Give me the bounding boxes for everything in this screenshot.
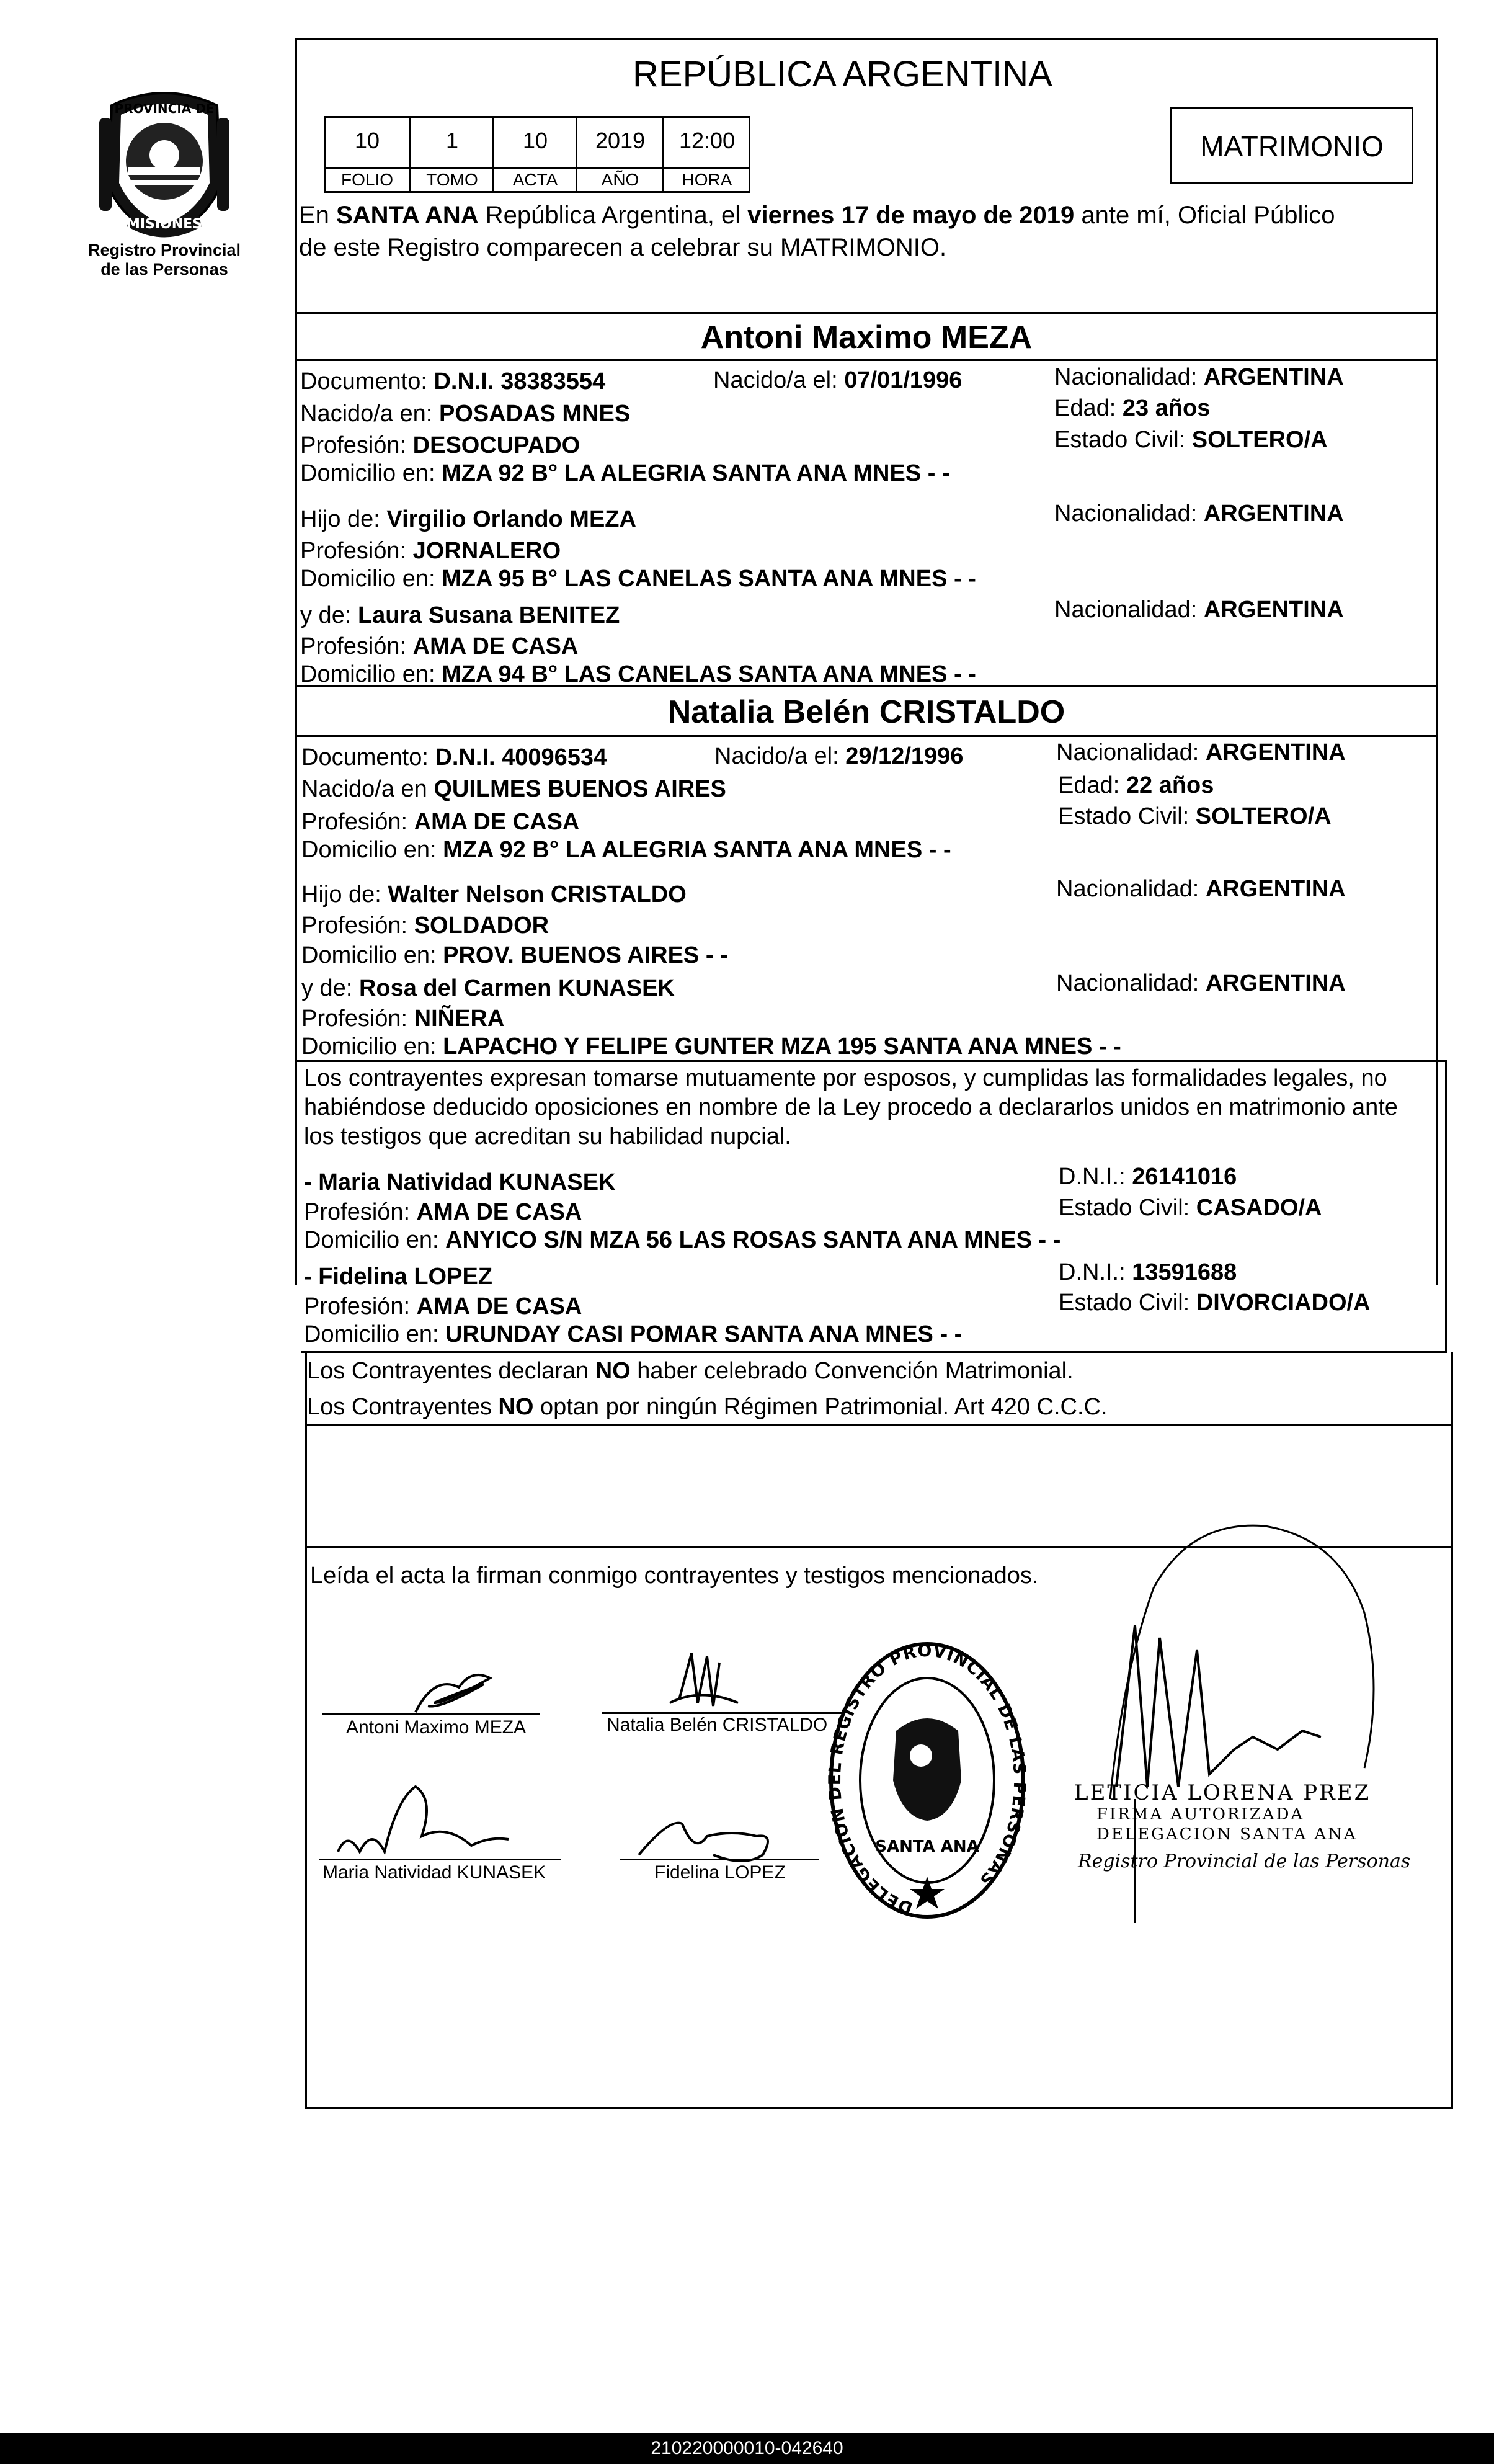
spouse2-born-on: Nacido/a el: 29/12/1996 (714, 743, 964, 769)
spouse2-name: Natalia Belén CRISTALDO (667, 694, 1065, 730)
spouse2-father-nationality: Nacionalidad: ARGENTINA (1056, 876, 1346, 902)
spouse1-mother-address: Domicilio en: MZA 94 B° LAS CANELAS SANTA ANA MNES - - (300, 661, 976, 687)
spouse1-age: Edad: 23 años (1054, 395, 1211, 421)
document-id: 210220000010-042640 (651, 2438, 843, 2458)
spouse2-mother-profession: Profesión: NIÑERA (301, 1006, 505, 1032)
spouse2-signature-name: Natalia Belén CRISTALDO (607, 1715, 828, 1735)
witness1-civil-status: Estado Civil: CASADO/A (1059, 1195, 1322, 1221)
official-delegation: DELEGACION SANTA ANA (1096, 1825, 1358, 1844)
spouse1-signature-line (322, 1713, 540, 1715)
spouse2-mother-address: Domicilio en: LAPACHO Y FELIPE GUNTER MZA 195 SANTA ANA MNES - - (301, 1033, 1121, 1060)
svg-text:PROVINCIA DE: PROVINCIA DE (114, 101, 215, 116)
tomo-label: TOMO (426, 170, 478, 189)
folio-value: 10 (354, 128, 380, 153)
spouse1-mother: y de: Laura Susana BENITEZ (300, 602, 620, 628)
witness1-name: - Maria Natividad KUNASEK (304, 1169, 616, 1195)
spouse1-father-address: Domicilio en: MZA 95 B° LAS CANELAS SANTA ANA MNES - - (300, 566, 976, 592)
declaration-line-2: habiéndose deducido oposiciones en nombre de la Ley procedo a declararlos unidos en matrimonio ante (304, 1094, 1398, 1120)
spouse1-born-on: Nacido/a el: 07/01/1996 (713, 367, 963, 393)
spouse2-mother: y de: Rosa del Carmen KUNASEK (301, 975, 675, 1001)
witness2-profession: Profesión: AMA DE CASA (304, 1293, 582, 1319)
svg-text:MISIONES: MISIONES (126, 216, 203, 232)
spouse2-mother-nationality: Nacionalidad: ARGENTINA (1056, 970, 1346, 996)
spouse2-signature-line (602, 1712, 843, 1714)
hora-label: HORA (682, 170, 732, 189)
intro-line-1: En SANTA ANA República Argentina, el viernes 17 de mayo de 2019 ante mí, Oficial Público (299, 202, 1335, 229)
seal-stamp-icon (828, 1638, 1026, 1923)
witness2-civil-status: Estado Civil: DIVORCIADO/A (1059, 1290, 1371, 1316)
intro-line-2: de este Registro comparecen a celebrar su MATRIMONIO. (299, 234, 947, 261)
spouse2-father: Hijo de: Walter Nelson CRISTALDO (301, 882, 687, 908)
acta-label: ACTA (512, 170, 558, 189)
spouse2-father-profession: Profesión: SOLDADOR (301, 913, 549, 939)
spouse1-civil-status: Estado Civil: SOLTERO/A (1054, 427, 1328, 453)
spouse2-father-address: Domicilio en: PROV. BUENOS AIRES - - (301, 942, 728, 968)
tomo-value: 1 (445, 128, 459, 153)
spouse1-mother-profession: Profesión: AMA DE CASA (300, 633, 579, 659)
closing-statement: Leída el acta la firman conmigo contrayentes y testigos mencionados. (310, 1563, 1039, 1589)
witness1-signature-line (319, 1859, 561, 1860)
spouse1-address: Domicilio en: MZA 92 B° LA ALEGRIA SANTA ANA MNES - - (300, 460, 950, 486)
spouse1-name: Antoni Maximo MEZA (700, 319, 1033, 355)
svg-text:SANTA ANA: SANTA ANA (875, 1837, 979, 1856)
spouse1-signature-name: Antoni Maximo MEZA (346, 1717, 527, 1738)
folio-label: FOLIO (340, 170, 393, 189)
witness1-dni: D.N.I.: 26141016 (1059, 1164, 1237, 1190)
official-name: LETICIA LORENA PREZ (1074, 1780, 1371, 1805)
registry-name: Registro Provincial de las Personas (87, 241, 241, 279)
spouse2-document: Documento: D.N.I. 40096534 (301, 744, 607, 770)
witness2-signature-name: Fidelina LOPEZ (654, 1862, 786, 1883)
spouse2-profession: Profesión: AMA DE CASA (301, 809, 580, 835)
spouse1-document: Documento: D.N.I. 38383554 (300, 368, 606, 395)
witness2-dni: D.N.I.: 13591688 (1059, 1259, 1237, 1285)
witness2-name: - Fidelina LOPEZ (304, 1264, 493, 1290)
anio-label: AÑO (601, 170, 639, 189)
spouse1-father-profession: Profesión: JORNALERO (300, 538, 561, 564)
spouse2-address: Domicilio en: MZA 92 B° LA ALEGRIA SANTA ANA MNES - - (301, 837, 951, 863)
spouse1-mother-nationality: Nacionalidad: ARGENTINA (1054, 597, 1344, 623)
official-authorization: FIRMA AUTORIZADA (1096, 1805, 1305, 1824)
official-registry: Registro Provincial de las Personas (1078, 1850, 1411, 1872)
witness1-address: Domicilio en: ANYICO S/N MZA 56 LAS ROSAS SANTA ANA MNES - - (304, 1227, 1061, 1253)
spouse1-father-nationality: Nacionalidad: ARGENTINA (1054, 501, 1344, 527)
spouse2-civil-status: Estado Civil: SOLTERO/A (1058, 803, 1332, 829)
acta-value: 10 (522, 128, 548, 153)
spouse1-born-in: Nacido/a en: POSADAS MNES (300, 401, 631, 427)
svg-text:DELEGACION DEL REGISTRO PROVIN: DELEGACION REGISTRO PROVINCIAL DE LA ERSONAS (828, 1641, 1026, 1917)
declaration-line-3: los testigos que acreditan su habilidad nupcial. (304, 1123, 791, 1149)
declaration-line-1: Los contrayentes expresan tomarse mutuamente por esposos, y cumplidas las formalidades legales, no (304, 1065, 1387, 1091)
spouse1-father: Hijo de: Virgilio Orlando MEZA (300, 506, 636, 532)
witness2-signature-line (620, 1859, 819, 1860)
anio-value: 2019 (595, 128, 646, 153)
spouse2-born-in: Nacido/a en QUILMES BUENOS AIRES (301, 776, 726, 802)
hora-value: 12:00 (678, 128, 736, 153)
spouse1-nationality: Nacionalidad: ARGENTINA (1054, 364, 1344, 390)
registry-seal (828, 1638, 1026, 1923)
spouse1-profession: Profesión: DESOCUPADO (300, 432, 580, 458)
regime-line-2: Los Contrayentes NO optan por ningún Régimen Patrimonial. Art 420 C.C.C. (307, 1394, 1108, 1420)
witness1-signature-name: Maria Natividad KUNASEK (322, 1862, 546, 1883)
regime-line-1: Los Contrayentes declaran NO haber celebrado Convención Matrimonial. (307, 1358, 1074, 1384)
witness1-profession: Profesión: AMA DE CASA (304, 1199, 582, 1225)
spouse2-age: Edad: 22 años (1058, 772, 1214, 798)
witness2-address: Domicilio en: URUNDAY CASI POMAR SANTA ANA MNES - - (304, 1321, 963, 1347)
spouse2-nationality: Nacionalidad: ARGENTINA (1056, 739, 1346, 766)
act-type-label: MATRIMONIO (1200, 130, 1384, 163)
page-title: REPÚBLICA ARGENTINA (633, 54, 1052, 94)
